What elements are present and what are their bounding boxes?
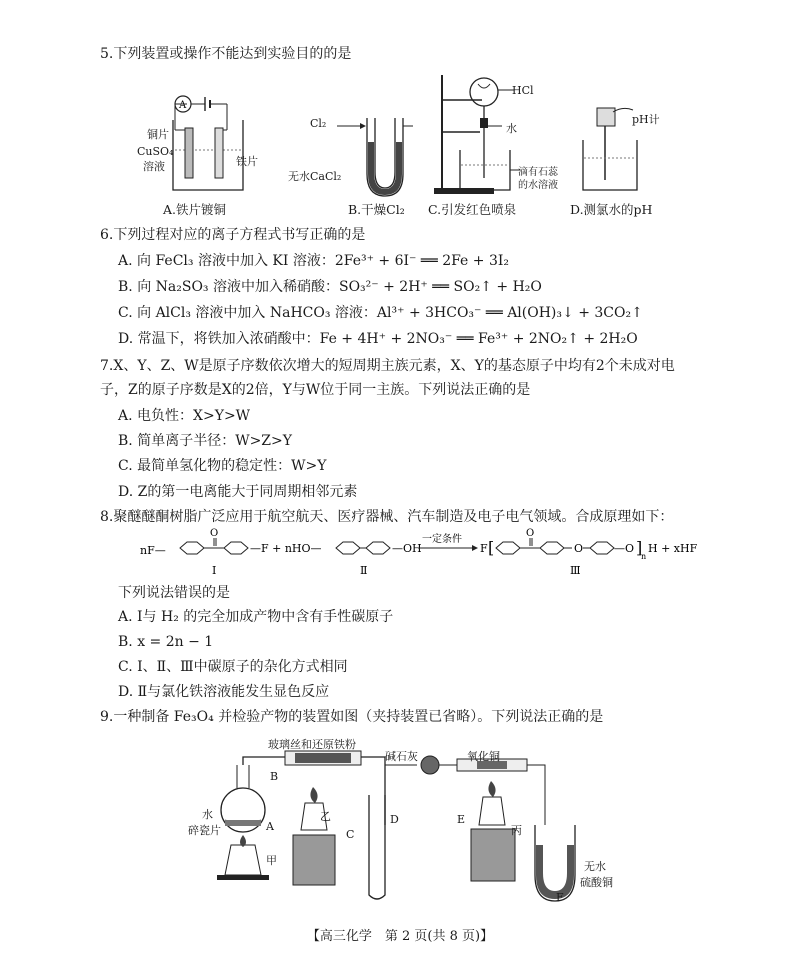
compound-label-2: Ⅱ [360,564,368,577]
q5-stem: 5.下列装置或操作不能达到实验目的的是 [100,46,352,62]
benzene-ring-icon [590,542,614,554]
label-c: C [346,828,355,841]
q7-option-a: A. 电负性：X>Y>W [118,408,251,424]
label-copper: 铜片 [147,128,169,141]
label-cuso4: CuSO₄ [137,145,174,158]
label-yi: 乙 [320,810,331,823]
label-litmus-1: 滴有石蕊 [518,167,558,178]
benzene-ring-icon [336,542,360,554]
label-chips: 碎瓷片 [188,824,221,837]
q7-stem-line1: 7.X、Y、Z、W是原子序数依次增大的短周期主族元素，X、Y的基态原子中均有2个未成对电 [100,358,675,374]
benzene-ring-icon [180,542,204,554]
ammeter-label: A [179,100,187,111]
q5-caption-c: C.引发红色喷泉 [428,202,517,217]
label-anhydrous: 无水 [584,860,606,873]
q5-caption-d: D.测氯水的pH [570,202,653,217]
label-hcl: HCl [512,84,534,97]
reactant-1-end: —F + nHO— [250,542,322,555]
q7-option-d: D. Z的第一电离能大于同周期相邻元素 [118,484,358,500]
label-d: D [390,813,399,826]
q7-stem-line2: 子，Z的原子序数是X的2倍，Y与W位于同一主族。下列说法正确的是 [100,382,531,398]
label-iron: 铁片 [236,155,258,168]
carbonyl-o-label: O [210,528,219,539]
label-water: 水 [506,122,517,135]
label-cl2: Cl₂ [310,117,327,130]
q6-option-b: B. 向 Na₂SO₃ 溶液中加入稀硝酸：SO₃²⁻ + 2H⁺ ══ SO₂↑ + H₂O [118,279,542,295]
label-water: 水 [202,808,213,821]
reaction-condition: 一定条件 [422,534,462,545]
q8-option-c: C. Ⅰ、Ⅱ、Ⅲ中碳原子的杂化方式相同 [118,659,348,675]
label-a: A [266,820,274,833]
benzene-ring-icon [540,542,564,554]
label-e: E [457,813,466,826]
product-carbonyl-o: O [526,528,535,539]
q7-option-b: B. 简单离子半径：W>Z>Y [118,433,293,449]
reactant-2-end: —OH [392,542,422,555]
benzene-ring-icon [224,542,248,554]
svg-text:[: [ [488,538,495,557]
ether-o-label: O [574,542,584,555]
q8-option-b: B. x = 2n − 1 [118,634,214,650]
label-cacl2: 无水CaCl₂ [288,170,342,183]
q5-figure-a [135,90,255,198]
page-footer: 【高三化学 第 2 页(共 8 页)】 [306,929,494,944]
q6-option-d: D. 常温下，将铁加入浓硝酸中：Fe + 4H⁺ + 2NO₃⁻ ══ Fe³⁺ + 2NO₂↑ + 2H₂O [118,331,638,347]
compound-label-3: Ⅲ [570,564,581,577]
q5-figure-b [315,112,415,202]
q8-option-d: D. Ⅱ与氯化铁溶液能发生显色反应 [118,684,330,700]
product-n: n [641,552,647,561]
label-glass-wool: 玻璃丝和还原铁粉 [268,738,356,751]
benzene-ring-icon [366,542,390,554]
product-o-end: —O [614,542,635,555]
q8-sub-stem: 下列说法错误的是 [118,585,230,601]
product-start: F [480,542,488,555]
label-b: B [270,770,279,783]
q6-option-a: A. 向 FeCl₃ 溶液中加入 KI 溶液：2Fe³⁺ + 6I⁻ ══ 2Fe + 3I₂ [118,253,510,269]
q8-stem: 8.聚醚醚酮树脂广泛应用于航空航天、医疗器械、汽车制造及电子电气领域。合成原理如下： [100,509,674,525]
q8-option-a: A. Ⅰ与 H₂ 的完全加成产物中含有手性碳原子 [118,609,394,625]
label-jia: 甲 [266,854,277,867]
q5-figure-d [575,100,675,195]
q6-option-c: C. 向 AlCl₃ 溶液中加入 NaHCO₃ 溶液：Al³⁺ + 3HCO₃⁻ ══ Al(OH)₃↓ + 3CO₂↑ [118,305,643,321]
svg-text:]: ] [636,538,643,557]
reactant-1-start: nF— [140,544,166,557]
label-bing: 丙 [511,824,522,837]
q5-caption-b: B.干燥Cl₂ [348,202,405,217]
q9-stem: 9.一种制备 Fe₃O₄ 并检验产物的装置如图（夹持装置已省略）。下列说法正确的是 [100,709,604,725]
product-rest: H + xHF [648,542,698,555]
label-solution: 溶液 [143,160,165,173]
label-litmus-2: 的水溶液 [518,180,558,191]
q5-caption-a: A.铁片镀铜 [163,202,227,217]
label-f: F [556,891,564,904]
label-soda-lime: 碱石灰 [385,750,418,763]
q7-option-c: C. 最简单氢化物的稳定性：W>Y [118,458,327,474]
q8-reaction-scheme [140,528,700,580]
label-cuo: 氧化铜 [467,750,500,763]
q6-stem: 6.下列过程对应的离子方程式书写正确的是 [100,227,366,243]
compound-label-1: Ⅰ [212,564,217,577]
label-ph-meter: pH计 [632,113,660,126]
label-cuso4: 硫酸铜 [580,876,613,889]
benzene-ring-icon [496,542,520,554]
